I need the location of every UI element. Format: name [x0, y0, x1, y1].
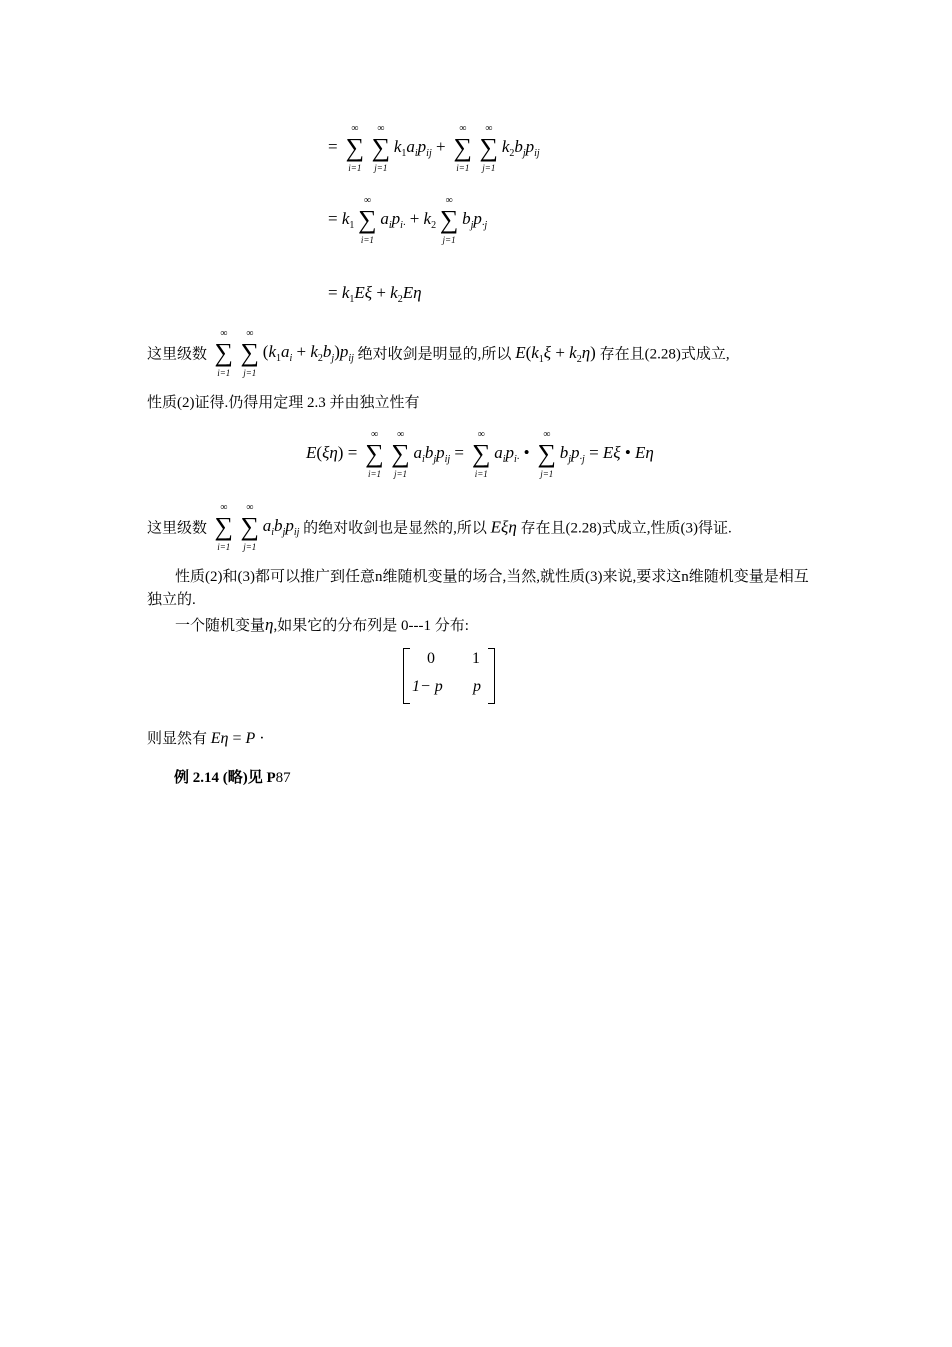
equation-line-1: = ∞ ∑ i=1 ∞ ∑ j=1 $k_1a_ip_{ij}$ + ∞ ∑ i=1 ∞ ∑ j=1 $k_2b_jp_{ij}$: [328, 123, 540, 174]
expectation-product-equation: E(ξη) = ∞ ∑ i=1 ∞ ∑ j=1 $a_ib_jp_{ij}$ = ∞ ∑ i=1 $a_ip_{i\cdot}$ • ∞ ∑ j=1 $b_jp_{\cdot j} = E\xi$ • Eη: [306, 429, 654, 480]
left-bracket: [403, 648, 410, 704]
matrix-r2c1: 1− p: [412, 678, 443, 695]
generalize-paragraph: 性质(2)和(3)都可以推广到任意n维随机变量的场合,当然,就性质(3)来说,要求这n维随机变量是相互独立的.: [147, 569, 809, 608]
random-variable-intro: 一个随机变量η,如果它的分布列是 0---1 分布:: [175, 615, 469, 634]
distribution-matrix: [403, 648, 495, 704]
example-label: 例 2.14 (略)见 P: [174, 770, 276, 786]
series-prefix-1: 这里级数: [147, 346, 208, 363]
matrix-r1c2: 1: [472, 650, 480, 667]
series-suffix-2a: 的绝对收剑也是显然的,所以: [303, 520, 487, 537]
equation-line-3: = $k_1E\xi + k_2E\eta$: [328, 283, 422, 305]
conclusion-line: 则显然有 Eη = P ·: [147, 730, 265, 747]
series-suffix-1b: 存在且(2.28)式成立,: [599, 346, 730, 363]
rv-intro-a: 一个随机变量: [175, 618, 266, 634]
property2-text: 性质(2)证得.仍得用定理 2.3 并由独立性有: [147, 395, 420, 411]
matrix-r1c1: 0: [427, 650, 435, 667]
matrix-r2c2: p: [473, 678, 481, 695]
conclusion-text: 则显然有: [147, 731, 208, 747]
series-statement-1: 这里级数 ∞ ∑ i=1 ∞ ∑ j=1 $(k_1a_i + k_2b_j)p_{ij}$ 绝对收剑是明显的,所以 $E(k_1\xi + k_2\eta)$ 存在且(2.28)式成立,: [147, 328, 730, 378]
series-statement-2: 这里级数 ∞ ∑ i=1 ∞ ∑ j=1 $a_ib_jp_{ij}$ 的绝对收剑也是显然的,所以 Eξη 存在且(2.28)式成立,性质(3)得证.: [147, 502, 732, 552]
series-suffix-1a: 绝对收剑是明显的,所以: [357, 346, 512, 363]
series-prefix-2: 这里级数: [147, 520, 208, 537]
right-bracket: [488, 648, 495, 704]
rv-intro-b: ,如果它的分布列是 0---1 分布:: [273, 618, 469, 634]
series-suffix-2b: 存在且(2.28)式成立,性质(3)得证.: [520, 520, 732, 537]
example-heading: [174, 766, 291, 787]
equation-line-2: = $k_1$ ∞ ∑ i=1 $a_ip_{i\cdot} + k_2$ ∞ ∑ j=1 $b_jp_{\cdot j}$: [328, 195, 488, 246]
example-page: 87: [275, 770, 291, 786]
